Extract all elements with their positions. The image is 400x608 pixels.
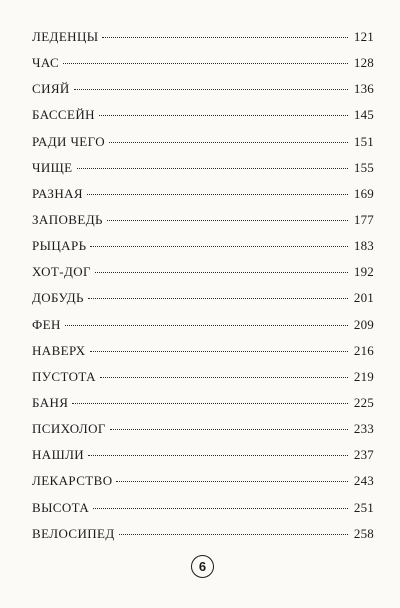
toc-entry-page: 237 (353, 447, 374, 463)
toc-entry-page: 121 (353, 29, 374, 44)
toc-entry-title: РАЗНАЯ (32, 185, 83, 201)
toc-entry (32, 473, 374, 499)
toc-entry-page: 201 (353, 290, 374, 306)
toc-entry-title: ХОТ-ДОГ (32, 264, 91, 280)
dot-leader (65, 325, 348, 326)
toc-entry-title: ДОБУДЬ (32, 290, 84, 306)
toc-entry-title: ЧИЩЕ (32, 159, 73, 175)
toc-entry-page: 136 (353, 81, 374, 97)
toc-entry-title: ЛЕДЕНЦЫ (32, 29, 99, 44)
toc-entry-page: 209 (353, 316, 374, 332)
dot-leader (93, 508, 348, 509)
toc-entry (32, 290, 374, 316)
toc-entry-page: 251 (353, 499, 374, 515)
dot-leader (74, 89, 348, 90)
toc-entry-page: 225 (353, 394, 374, 410)
toc-entry (32, 81, 374, 107)
toc-entry-page: 243 (353, 473, 374, 489)
toc-entry-title: РЫЦАРЬ (32, 238, 87, 254)
toc-entry (32, 343, 374, 369)
toc-entry (32, 107, 374, 133)
toc-entry-page: 258 (353, 525, 374, 541)
page-number-badge (191, 555, 214, 578)
toc-entry-title: ВЫСОТА (32, 499, 90, 515)
toc-entry (32, 421, 374, 447)
dot-leader (63, 63, 348, 64)
toc-entry-page: 151 (353, 133, 374, 149)
toc-entry (32, 134, 374, 160)
dot-leader (116, 481, 347, 482)
toc-entry (32, 238, 374, 264)
dot-leader (95, 272, 348, 273)
dot-leader (99, 115, 348, 116)
dot-leader (109, 142, 348, 143)
toc-entry-title: ЛЕКАРСТВО (32, 473, 113, 489)
toc-entry-title: РАДИ ЧЕГО (32, 133, 106, 149)
toc-entry-title: НАШЛИ (32, 447, 85, 463)
toc-entry (32, 500, 374, 526)
dot-leader (88, 455, 348, 456)
toc-entry-title: БАНЯ (32, 394, 69, 410)
dot-leader (88, 298, 348, 299)
toc-entry-title: ПУСТОТА (32, 368, 96, 384)
toc-entry-page: 219 (353, 368, 374, 384)
dot-leader (100, 377, 348, 378)
toc-entry (32, 160, 374, 186)
dot-leader (87, 194, 348, 195)
toc-entry (32, 317, 374, 343)
dot-leader (90, 351, 348, 352)
toc-entry-title: ПСИХОЛОГ (32, 421, 106, 437)
toc-entry-title: ЗАПОВЕДЬ (32, 211, 103, 227)
toc-entry-page: 233 (353, 421, 374, 437)
table-of-contents (32, 29, 374, 552)
toc-entry-page: 169 (353, 185, 374, 201)
toc-entry-page: 128 (353, 55, 374, 71)
toc-entry-title: ФЕН (32, 316, 61, 332)
dot-leader (90, 246, 347, 247)
toc-entry (32, 264, 374, 290)
toc-entry (32, 55, 374, 81)
dot-leader (77, 168, 348, 169)
toc-entry (32, 29, 374, 55)
toc-entry (32, 186, 374, 212)
dot-leader (102, 37, 347, 38)
toc-entry-title: ЧАС (32, 55, 60, 71)
toc-entry (32, 526, 374, 552)
toc-entry-page: 183 (353, 238, 374, 254)
toc-entry (32, 447, 374, 473)
toc-entry (32, 212, 374, 238)
dot-leader (107, 220, 348, 221)
toc-entry-page: 192 (353, 264, 374, 280)
toc-entry-title: БАССЕЙН (32, 107, 95, 123)
toc-entry-title: ВЕЛОСИПЕД (32, 525, 115, 541)
toc-entry-title: СИЯЙ (32, 81, 70, 97)
dot-leader (72, 403, 348, 404)
toc-entry-page: 177 (353, 211, 374, 227)
toc-entry (32, 395, 374, 421)
page-number: 6 (198, 559, 207, 574)
toc-entry-title: НАВЕРХ (32, 342, 86, 358)
dot-leader (119, 534, 348, 535)
toc-entry-page: 155 (353, 159, 374, 175)
toc-entry-page: 216 (353, 342, 374, 358)
toc-entry-page: 145 (353, 107, 374, 123)
dot-leader (110, 429, 348, 430)
toc-entry (32, 369, 374, 395)
